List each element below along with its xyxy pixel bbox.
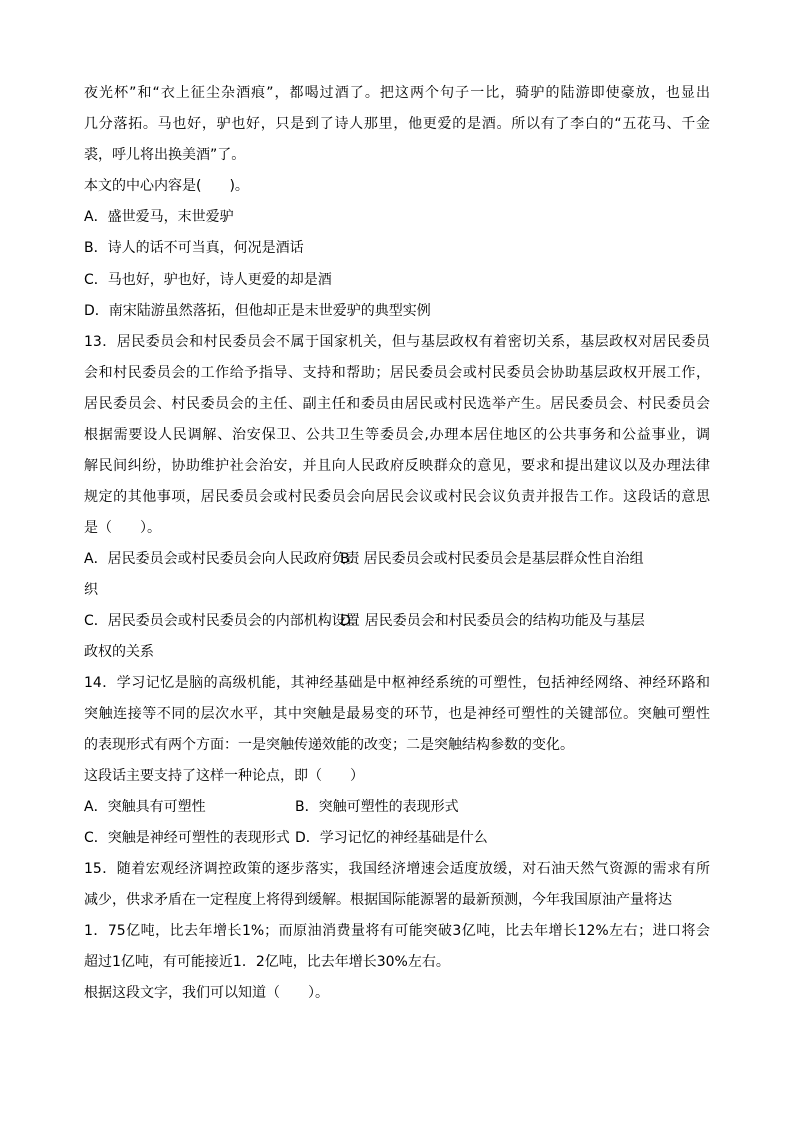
passage-line: 夜光杯”和“衣上征尘杂酒痕”，都喝过酒了。把这两个句子一比，骑驴的陆游即使豪放，也显出 [84, 85, 710, 101]
option-a: A．突触具有可塑性 [84, 799, 206, 815]
question-text: 本文的中心内容是( )。 [84, 178, 249, 194]
passage-line: 裘，呼儿将出换美酒”了。 [84, 147, 246, 163]
option-a: A．居民委员会或村民委员会向人民政府负责 [84, 551, 360, 567]
option-row [84, 823, 710, 854]
passage-line: 会和村民委员会的工作给予指导、支持和帮助；居民委员会或村民委员会协助基层政权开展工作， [84, 365, 710, 381]
passage-line: 居民委员会、村民委员会的主任、副主任和委员由居民或村民选举产生。居民委员会、村民委员会 [84, 396, 710, 412]
option-b: B．突触可塑性的表现形式 [295, 799, 459, 815]
passage-line: 13．居民委员会和村民委员会不属于国家机关，但与基层政权有着密切关系，基层政权对居民委员 [84, 334, 710, 350]
question-text: 根据这段文字，我们可以知道（ ）。 [84, 985, 329, 1001]
option-row [84, 792, 710, 823]
passage-line: 减少，供求矛盾在一定程度上将得到缓解。根据国际能源署的最新预测，今年我国原油产量将达 [84, 892, 672, 908]
passage-line: 1．75亿吨，比去年增长1%；而原油消费量将有可能突破3亿吨，比去年增长12%左右；进口将会 [84, 923, 710, 939]
option-row [84, 544, 710, 575]
passage-line: 根据需要设人民调解、治安保卫、公共卫生等委员会,办理本居住地区的公共事务和公益事业，调 [84, 427, 710, 443]
passage-line: 15．随着宏观经济调控政策的逐步落实，我国经济增速会适度放缓，对石油天然气资源的需求有所 [84, 861, 710, 877]
option-c: C．马也好，驴也好，诗人更爱的却是酒 [84, 272, 332, 288]
passage-line: 规定的其他事项，居民委员会或村民委员会向居民会议或村民会议负责并报告工作。这段话的意思 [84, 489, 710, 505]
option-a: A．盛世爱马，末世爱驴 [84, 209, 234, 225]
passage-line: 是（ ）。 [84, 520, 161, 536]
option-c: C．居民委员会或村民委员会的内部机构设置 [84, 613, 360, 629]
option-b-continued: 织 [84, 582, 98, 598]
option-row [84, 606, 710, 637]
option-d: D．南宋陆游虽然落拓，但他却正是末世爱驴的典型实例 [84, 303, 431, 319]
passage-line: 14．学习记忆是脑的高级机能，其神经基础是中枢神经系统的可塑性，包括神经网络、神经环路和 [84, 675, 710, 691]
passage-line: 几分落拓。马也好，驴也好，只是到了诗人那里，他更爱的是酒。所以有了李白的“五花马、千金 [84, 116, 710, 132]
passage-line: 突触连接等不同的层次水平，其中突触是最易变的环节，也是神经可塑性的关键部位。突触可塑性 [84, 706, 710, 722]
option-b: B．居民委员会或村民委员会是基层群众性自治组 [340, 551, 644, 567]
option-d: D．居民委员会和村民委员会的结构功能及与基层 [340, 613, 645, 629]
option-d: D．学习记忆的神经基础是什么 [295, 830, 488, 846]
option-c: C．突触是神经可塑性的表现形式 [84, 830, 290, 846]
passage-line: 的表现形式有两个方面：一是突触传递效能的改变；二是突触结构参数的变化。 [84, 737, 574, 753]
option-b: B．诗人的话不可当真，何况是酒话 [84, 240, 304, 256]
option-d-continued: 政权的关系 [84, 644, 154, 660]
passage-line: 超过1亿吨，有可能接近1．2亿吨，比去年增长30%左右。 [84, 954, 450, 970]
question-text: 这段话主要支持了这样一种论点，即（ ） [84, 768, 364, 784]
passage-line: 解民间纠纷，协助维护社会治安，并且向人民政府反映群众的意见，要求和提出建议以及办理法律 [84, 458, 710, 474]
